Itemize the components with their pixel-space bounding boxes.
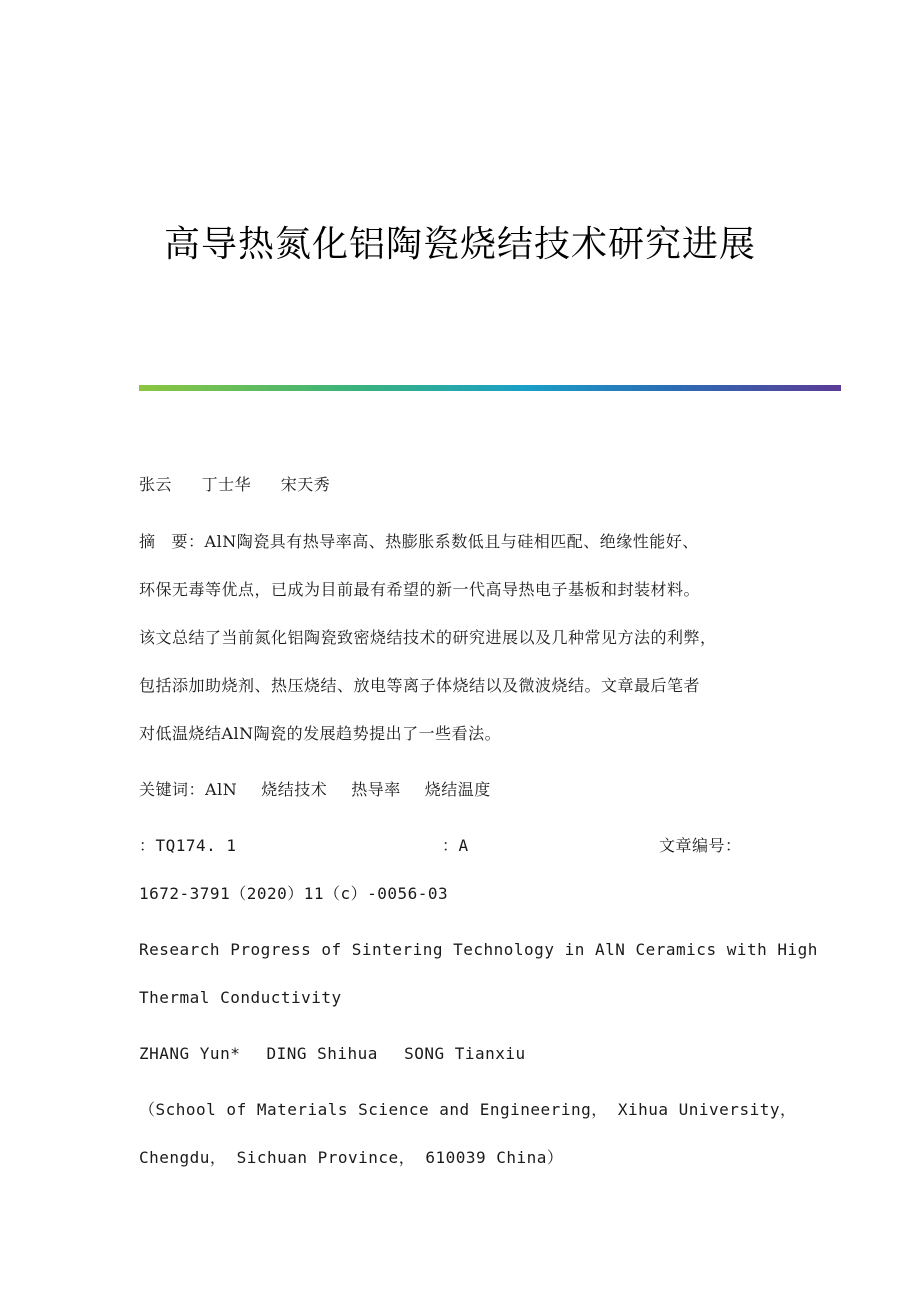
english-author: SONG Tianxiu [404,1044,526,1063]
document-code: ：A [442,836,469,855]
keywords-label: 关键词： [139,780,206,799]
keyword: 烧结技术 [261,780,328,799]
english-author: DING Shihua [266,1044,378,1063]
abstract-label-2: 要： [171,532,205,551]
abstract-label: 摘 [139,532,156,551]
keywords-line [139,777,491,800]
author-name: 宋天秀 [280,475,331,494]
abstract-line [139,529,699,552]
classification-number: ：TQ174. 1 [139,836,237,855]
abstract-line: 环保无毒等优点，已成为目前最有希望的新一代高导热电子基板和封装材料。 [139,580,701,599]
author-name: 张云 [139,475,173,494]
abstract-text: AlN陶瓷具有热导率高、热膨胀系数低且与硅相匹配、绝缘性能好、 [204,532,699,551]
paper-title: 高导热氮化铝陶瓷烧结技术研究进展 [163,224,756,265]
abstract-line: 该文总结了当前氮化铝陶瓷致密烧结技术的研究进展以及几种常见方法的利弊， [139,628,717,647]
english-author-list [139,1044,526,1063]
keyword: 热导率 [351,780,401,799]
english-author: ZHANG Yun* [139,1044,241,1063]
article-number: 1672-3791（2020）11（c）-0056-03 [139,884,449,903]
english-title-line: Thermal Conductivity [139,988,342,1007]
abstract-line: 包括添加助烧剂、热压烧结、放电等离子体烧结以及微波烧结。文章最后笔者 [139,676,701,695]
affiliation-line: Chengdu， Sichuan Province， 610039 China） [139,1148,564,1167]
keyword: 烧结温度 [424,780,491,799]
affiliation-line: （School of Materials Science and Engineering， Xihua University， [139,1100,797,1119]
article-number-label: 文章编号： [659,836,742,855]
english-title-line: Research Progress of Sintering Technology in AlN Ceramics with High [139,940,818,959]
keyword: AlN [205,780,238,799]
gradient-divider [139,385,841,391]
author-name: 丁士华 [201,475,252,494]
abstract-line: 对低温烧结AlN陶瓷的发展趋势提出了一些看法。 [139,724,502,743]
author-list [139,472,330,495]
